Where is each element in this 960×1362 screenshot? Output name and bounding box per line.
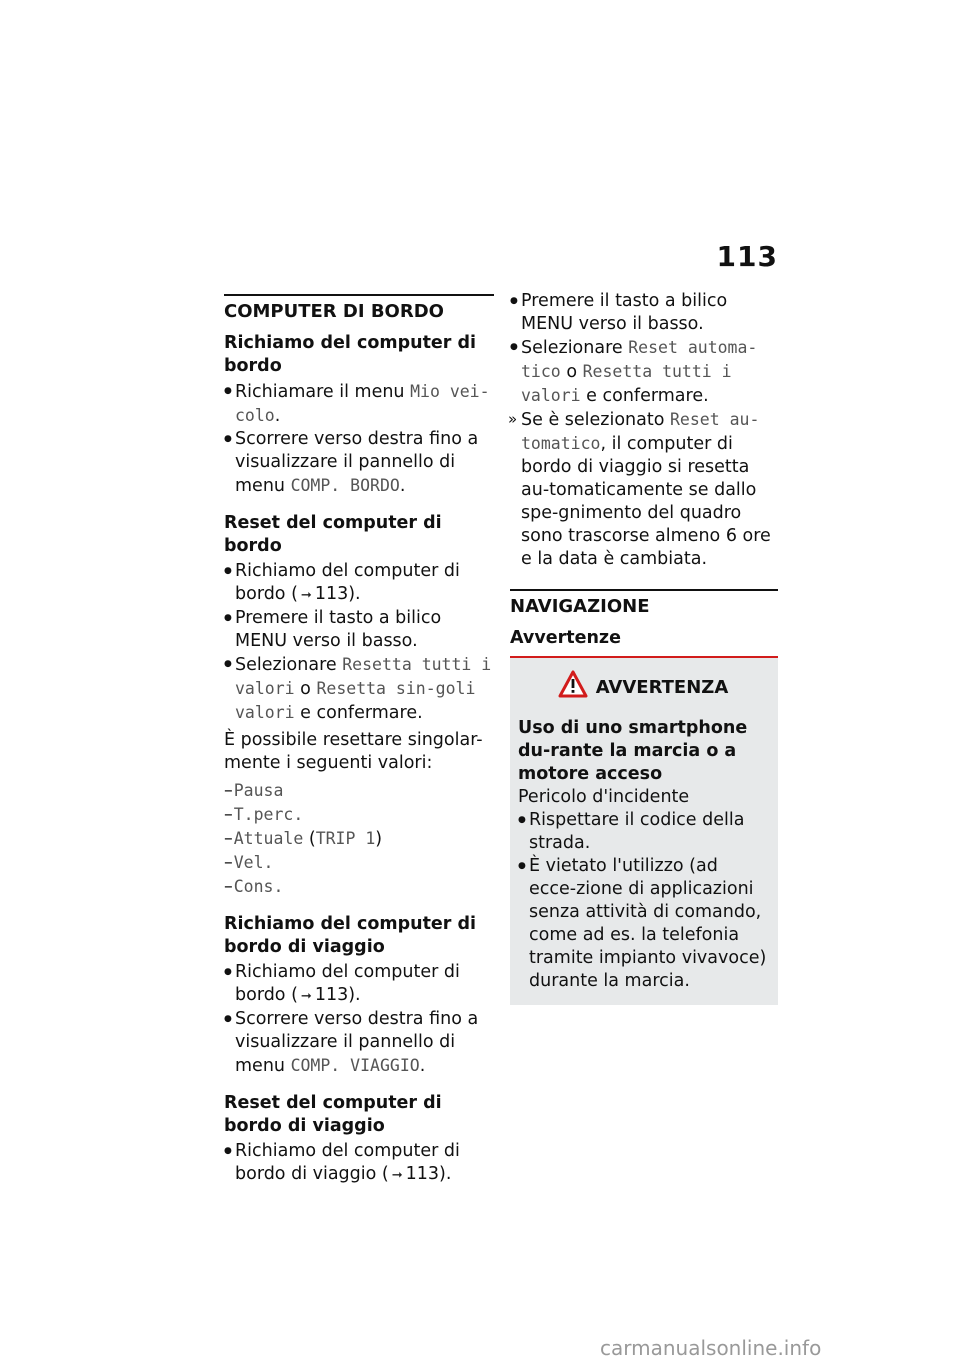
warning-subtitle: Pericolo d'incidente	[518, 787, 690, 807]
menu-code: Reset au-tomatico	[521, 410, 760, 453]
menu-code: Attuale	[233, 829, 304, 848]
heading-warnings: Avvertenze	[510, 628, 621, 648]
heading-reset-computer: Reset del computer di bordo	[224, 513, 442, 556]
page-reference[interactable]: 113	[314, 584, 349, 604]
step-text: Se è selezionato	[521, 410, 670, 430]
list-item	[224, 827, 494, 851]
menu-code: COMP. BORDO	[290, 476, 400, 495]
step-text: e confermare.	[294, 703, 423, 723]
menu-code: Vel.	[233, 853, 274, 872]
section-title-computer: COMPUTER DI BORDO	[224, 294, 494, 324]
page-number: 113	[716, 240, 778, 273]
list-item	[224, 851, 494, 875]
step-text: o	[560, 362, 583, 382]
list-item	[224, 380, 494, 428]
heading-call-computer: Richiamo del computer di bordo	[224, 333, 477, 376]
step-text: Richiamare il menu	[235, 382, 411, 402]
step-text: Richiamo del computer di bordo di viaggio (	[235, 1141, 460, 1184]
step-text: ).	[348, 584, 361, 604]
warning-box	[510, 656, 778, 1005]
menu-code: Resetta tutti i valori	[521, 362, 732, 405]
reset-trip-steps	[224, 1140, 494, 1187]
reset-note: È possibile resettare singolar-mente i seguenti valori:	[224, 730, 483, 773]
warning-header	[518, 670, 768, 705]
list-item: ● È vietato l'utilizzo (ad ecce-zione di applicazioni senza attività di comando, come ad es. la telefonia tramite impianto vivavoce) durante la marcia.	[518, 855, 768, 993]
menu-code: Pausa	[233, 781, 284, 800]
step-text: Selezionare	[521, 338, 629, 358]
menu-code: Resetta tutti i valori	[235, 655, 492, 698]
list-item: ● Rispettare il codice della strada.	[518, 809, 768, 855]
call-trip-steps	[224, 961, 494, 1078]
step-text: )	[375, 829, 383, 849]
heading-call-trip-computer: Richiamo del computer di bordo di viaggio	[224, 914, 477, 957]
step-text: .	[399, 476, 406, 496]
section-title-navigation: NAVIGAZIONE	[510, 589, 778, 619]
step-text: Scorrere verso destra fino a visualizzare il pannello di menu	[235, 1009, 479, 1076]
list-item: ● Premere il tasto a bilico MENU verso il basso.	[224, 607, 494, 653]
step-text: .	[274, 406, 281, 426]
step-text: ).	[348, 985, 361, 1005]
step-text: , il computer di bordo di viaggio si resetta au-tomaticamente se dallo spe-gnimento del quadro sono trascorse almeno 6 ore e la data è cambiata.	[521, 434, 771, 569]
page-ref-arrow-icon: ➞	[300, 989, 312, 1004]
warning-label: AVVERTENZA	[595, 677, 729, 698]
warning-triangle-icon	[558, 670, 588, 705]
menu-code: T.perc.	[233, 805, 304, 824]
warning-list	[518, 809, 768, 993]
step-text: .	[419, 1056, 426, 1076]
step-text: Selezionare	[235, 655, 343, 675]
step-text: (	[303, 829, 316, 849]
step-text: Scorrere verso destra fino a visualizzare il pannello di menu	[235, 429, 479, 496]
list-item	[224, 779, 494, 803]
reset-computer-steps	[224, 560, 494, 725]
step-text: e confermare.	[580, 386, 709, 406]
left-column	[224, 294, 494, 1187]
list-item	[224, 428, 494, 498]
page-reference[interactable]: 113	[314, 985, 349, 1005]
menu-code: Cons.	[233, 877, 284, 896]
list-item	[224, 875, 494, 899]
menu-code: Reset automa-tico	[521, 338, 758, 381]
step-text: Richiamo del computer di bordo (	[235, 962, 460, 1005]
list-item	[224, 560, 494, 607]
menu-code: COMP. VIAGGIO	[290, 1056, 420, 1075]
menu-code: Mio vei-colo	[235, 382, 490, 425]
list-item	[224, 1008, 494, 1078]
heading-reset-trip-computer: Reset del computer di bordo di viaggio	[224, 1093, 442, 1136]
list-item	[224, 803, 494, 827]
reset-values-list	[224, 779, 494, 899]
list-item: ● Premere il tasto a bilico MENU verso il basso.	[510, 290, 778, 336]
list-item	[224, 653, 494, 725]
page-ref-arrow-icon: ➞	[300, 588, 312, 603]
step-text: ).	[439, 1164, 452, 1184]
list-item	[224, 1140, 494, 1187]
right-column	[510, 290, 778, 1005]
reset-trip-steps-continued	[510, 290, 778, 571]
page-reference[interactable]: 113	[405, 1164, 440, 1184]
list-item	[224, 961, 494, 1008]
watermark: carmanualsonline.info	[600, 1336, 822, 1360]
menu-code: Resetta sin-goli valori	[235, 679, 476, 722]
step-text: o	[294, 679, 317, 699]
result-item	[510, 408, 778, 571]
page-ref-arrow-icon: ➞	[391, 1168, 403, 1183]
step-text: Richiamo del computer di bordo (	[235, 561, 460, 604]
call-computer-steps	[224, 380, 494, 498]
list-item	[510, 336, 778, 408]
menu-code: TRIP 1	[315, 829, 376, 848]
warning-title: Uso di uno smartphone du-rante la marcia o a motore acceso	[518, 718, 748, 784]
